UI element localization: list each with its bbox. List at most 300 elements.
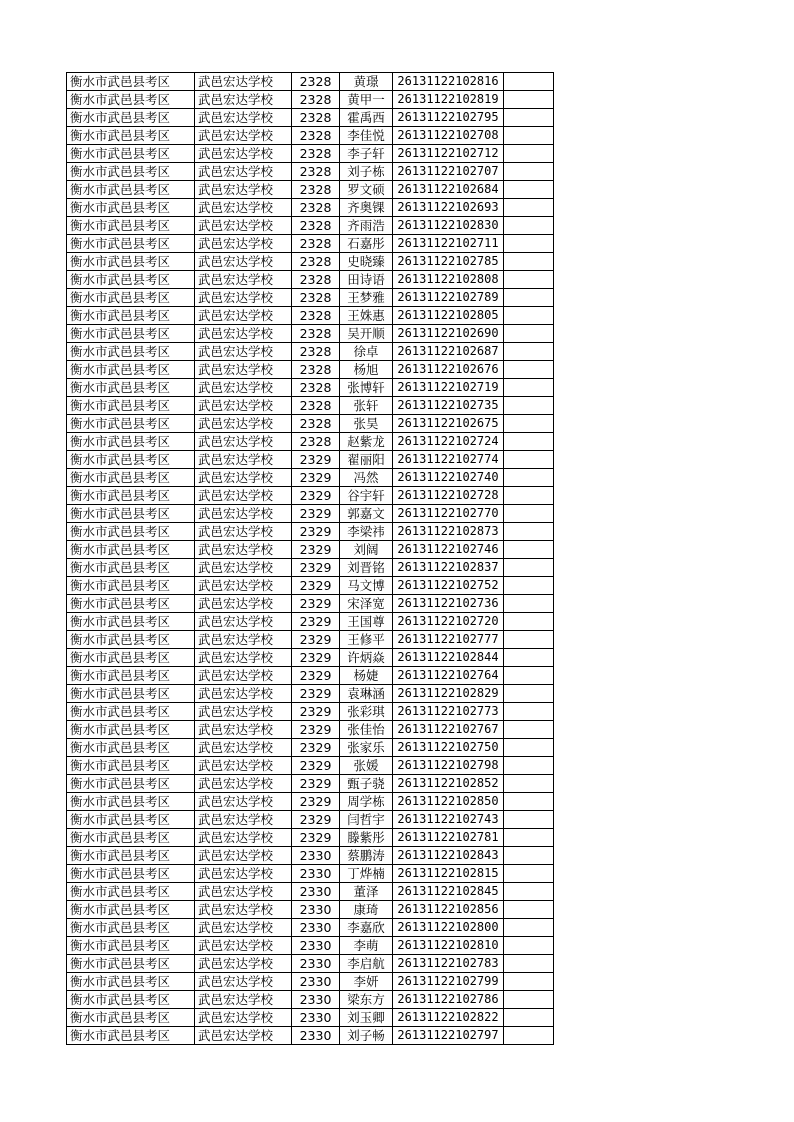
exam-district-cell: 衡水市武邑县考区 — [67, 343, 195, 361]
school-cell: 武邑宏达学校 — [195, 415, 292, 433]
school-cell: 武邑宏达学校 — [195, 109, 292, 127]
student-name-cell: 马文博 — [340, 577, 393, 595]
school-cell: 武邑宏达学校 — [195, 919, 292, 937]
exam-district-cell: 衡水市武邑县考区 — [67, 127, 195, 145]
school-cell: 武邑宏达学校 — [195, 1027, 292, 1045]
student-name-cell: 滕紫彤 — [340, 829, 393, 847]
room-number-cell: 2328 — [292, 307, 340, 325]
exam-district-cell: 衡水市武邑县考区 — [67, 487, 195, 505]
room-number-cell: 2329 — [292, 541, 340, 559]
room-number-cell: 2328 — [292, 109, 340, 127]
room-number-cell: 2328 — [292, 397, 340, 415]
blank-cell — [504, 721, 554, 739]
exam-district-cell: 衡水市武邑县考区 — [67, 541, 195, 559]
table-row — [67, 649, 554, 667]
table-row — [67, 901, 554, 919]
table-row — [67, 721, 554, 739]
exam-district-cell: 衡水市武邑县考区 — [67, 235, 195, 253]
table-row — [67, 667, 554, 685]
exam-id-cell: 26131122102735 — [393, 397, 504, 415]
student-name-cell: 李梁祎 — [340, 523, 393, 541]
exam-district-cell: 衡水市武邑县考区 — [67, 703, 195, 721]
table-row — [67, 307, 554, 325]
room-number-cell: 2328 — [292, 361, 340, 379]
table-row — [67, 469, 554, 487]
exam-district-cell: 衡水市武邑县考区 — [67, 937, 195, 955]
exam-district-cell: 衡水市武邑县考区 — [67, 1027, 195, 1045]
exam-id-cell: 26131122102684 — [393, 181, 504, 199]
table-row — [67, 829, 554, 847]
table-row — [67, 217, 554, 235]
exam-roster-sheet — [66, 72, 554, 1045]
room-number-cell: 2329 — [292, 721, 340, 739]
table-row — [67, 811, 554, 829]
school-cell: 武邑宏达学校 — [195, 235, 292, 253]
room-number-cell: 2328 — [292, 73, 340, 91]
student-name-cell: 齐雨浩 — [340, 217, 393, 235]
exam-id-cell: 26131122102736 — [393, 595, 504, 613]
exam-id-cell: 26131122102845 — [393, 883, 504, 901]
school-cell: 武邑宏达学校 — [195, 397, 292, 415]
room-number-cell: 2328 — [292, 127, 340, 145]
blank-cell — [504, 703, 554, 721]
exam-district-cell: 衡水市武邑县考区 — [67, 991, 195, 1009]
blank-cell — [504, 595, 554, 613]
table-row — [67, 199, 554, 217]
room-number-cell: 2330 — [292, 919, 340, 937]
exam-district-cell: 衡水市武邑县考区 — [67, 379, 195, 397]
exam-id-cell: 26131122102719 — [393, 379, 504, 397]
exam-district-cell: 衡水市武邑县考区 — [67, 325, 195, 343]
student-name-cell: 王梦雅 — [340, 289, 393, 307]
school-cell: 武邑宏达学校 — [195, 307, 292, 325]
table-row — [67, 1009, 554, 1027]
student-name-cell: 张佳怡 — [340, 721, 393, 739]
exam-district-cell: 衡水市武邑县考区 — [67, 253, 195, 271]
exam-district-cell: 衡水市武邑县考区 — [67, 901, 195, 919]
room-number-cell: 2330 — [292, 901, 340, 919]
exam-district-cell: 衡水市武邑县考区 — [67, 793, 195, 811]
blank-cell — [504, 163, 554, 181]
table-row — [67, 1027, 554, 1045]
room-number-cell: 2329 — [292, 469, 340, 487]
table-row — [67, 703, 554, 721]
exam-id-cell: 26131122102837 — [393, 559, 504, 577]
room-number-cell: 2329 — [292, 631, 340, 649]
school-cell: 武邑宏达学校 — [195, 937, 292, 955]
room-number-cell: 2329 — [292, 757, 340, 775]
school-cell: 武邑宏达学校 — [195, 181, 292, 199]
room-number-cell: 2329 — [292, 559, 340, 577]
student-name-cell: 李启航 — [340, 955, 393, 973]
exam-id-cell: 26131122102752 — [393, 577, 504, 595]
exam-district-cell: 衡水市武邑县考区 — [67, 757, 195, 775]
school-cell: 武邑宏达学校 — [195, 739, 292, 757]
exam-id-cell: 26131122102852 — [393, 775, 504, 793]
table-row — [67, 73, 554, 91]
exam-id-cell: 26131122102750 — [393, 739, 504, 757]
room-number-cell: 2330 — [292, 937, 340, 955]
exam-id-cell: 26131122102693 — [393, 199, 504, 217]
school-cell: 武邑宏达学校 — [195, 901, 292, 919]
student-name-cell: 袁琳涵 — [340, 685, 393, 703]
blank-cell — [504, 145, 554, 163]
student-name-cell: 宋泽宽 — [340, 595, 393, 613]
room-number-cell: 2328 — [292, 415, 340, 433]
room-number-cell: 2329 — [292, 703, 340, 721]
exam-district-cell: 衡水市武邑县考区 — [67, 289, 195, 307]
exam-district-cell: 衡水市武邑县考区 — [67, 847, 195, 865]
exam-id-cell: 26131122102767 — [393, 721, 504, 739]
blank-cell — [504, 577, 554, 595]
blank-cell — [504, 919, 554, 937]
school-cell: 武邑宏达学校 — [195, 217, 292, 235]
exam-district-cell: 衡水市武邑县考区 — [67, 811, 195, 829]
exam-id-cell: 26131122102786 — [393, 991, 504, 1009]
student-name-cell: 罗文硕 — [340, 181, 393, 199]
school-cell: 武邑宏达学校 — [195, 271, 292, 289]
school-cell: 武邑宏达学校 — [195, 559, 292, 577]
room-number-cell: 2329 — [292, 523, 340, 541]
student-name-cell: 张家乐 — [340, 739, 393, 757]
exam-district-cell: 衡水市武邑县考区 — [67, 649, 195, 667]
student-name-cell: 谷宇轩 — [340, 487, 393, 505]
exam-district-cell: 衡水市武邑县考区 — [67, 415, 195, 433]
exam-id-cell: 26131122102783 — [393, 955, 504, 973]
student-name-cell: 梁东方 — [340, 991, 393, 1009]
exam-id-cell: 26131122102873 — [393, 523, 504, 541]
exam-id-cell: 26131122102797 — [393, 1027, 504, 1045]
school-cell: 武邑宏达学校 — [195, 487, 292, 505]
school-cell: 武邑宏达学校 — [195, 703, 292, 721]
exam-district-cell: 衡水市武邑县考区 — [67, 955, 195, 973]
room-number-cell: 2328 — [292, 235, 340, 253]
table-row — [67, 397, 554, 415]
exam-id-cell: 26131122102743 — [393, 811, 504, 829]
exam-id-cell: 26131122102798 — [393, 757, 504, 775]
school-cell: 武邑宏达学校 — [195, 775, 292, 793]
student-name-cell: 霍禹西 — [340, 109, 393, 127]
exam-id-cell: 26131122102690 — [393, 325, 504, 343]
exam-district-cell: 衡水市武邑县考区 — [67, 595, 195, 613]
blank-cell — [504, 973, 554, 991]
exam-district-cell: 衡水市武邑县考区 — [67, 631, 195, 649]
blank-cell — [504, 757, 554, 775]
exam-id-cell: 26131122102843 — [393, 847, 504, 865]
blank-cell — [504, 901, 554, 919]
school-cell: 武邑宏达学校 — [195, 757, 292, 775]
table-row — [67, 415, 554, 433]
room-number-cell: 2329 — [292, 793, 340, 811]
school-cell: 武邑宏达学校 — [195, 667, 292, 685]
school-cell: 武邑宏达学校 — [195, 199, 292, 217]
table-row — [67, 955, 554, 973]
room-number-cell: 2328 — [292, 217, 340, 235]
table-row — [67, 451, 554, 469]
room-number-cell: 2328 — [292, 91, 340, 109]
student-name-cell: 丁烨楠 — [340, 865, 393, 883]
blank-cell — [504, 325, 554, 343]
blank-cell — [504, 559, 554, 577]
student-name-cell: 杨旭 — [340, 361, 393, 379]
room-number-cell: 2328 — [292, 325, 340, 343]
school-cell: 武邑宏达学校 — [195, 649, 292, 667]
school-cell: 武邑宏达学校 — [195, 451, 292, 469]
roster-body — [67, 73, 554, 1045]
blank-cell — [504, 91, 554, 109]
room-number-cell: 2330 — [292, 973, 340, 991]
room-number-cell: 2328 — [292, 379, 340, 397]
exam-district-cell: 衡水市武邑县考区 — [67, 883, 195, 901]
exam-id-cell: 26131122102777 — [393, 631, 504, 649]
school-cell: 武邑宏达学校 — [195, 685, 292, 703]
room-number-cell: 2328 — [292, 433, 340, 451]
exam-district-cell: 衡水市武邑县考区 — [67, 361, 195, 379]
exam-id-cell: 26131122102822 — [393, 1009, 504, 1027]
exam-id-cell: 26131122102819 — [393, 91, 504, 109]
exam-district-cell: 衡水市武邑县考区 — [67, 1009, 195, 1027]
student-name-cell: 张轩 — [340, 397, 393, 415]
blank-cell — [504, 847, 554, 865]
student-name-cell: 王修平 — [340, 631, 393, 649]
student-name-cell: 石嘉彤 — [340, 235, 393, 253]
blank-cell — [504, 991, 554, 1009]
student-name-cell: 徐卓 — [340, 343, 393, 361]
exam-id-cell: 26131122102728 — [393, 487, 504, 505]
student-name-cell: 李妍 — [340, 973, 393, 991]
blank-cell — [504, 127, 554, 145]
school-cell: 武邑宏达学校 — [195, 811, 292, 829]
blank-cell — [504, 199, 554, 217]
school-cell: 武邑宏达学校 — [195, 91, 292, 109]
table-row — [67, 271, 554, 289]
school-cell: 武邑宏达学校 — [195, 793, 292, 811]
exam-id-cell: 26131122102785 — [393, 253, 504, 271]
exam-id-cell: 26131122102799 — [393, 973, 504, 991]
table-row — [67, 847, 554, 865]
exam-district-cell: 衡水市武邑县考区 — [67, 433, 195, 451]
table-row — [67, 91, 554, 109]
school-cell: 武邑宏达学校 — [195, 505, 292, 523]
room-number-cell: 2330 — [292, 1027, 340, 1045]
blank-cell — [504, 685, 554, 703]
student-name-cell: 蔡鹏涛 — [340, 847, 393, 865]
table-row — [67, 433, 554, 451]
exam-district-cell: 衡水市武邑县考区 — [67, 109, 195, 127]
school-cell: 武邑宏达学校 — [195, 1009, 292, 1027]
blank-cell — [504, 109, 554, 127]
exam-id-cell: 26131122102774 — [393, 451, 504, 469]
exam-id-cell: 26131122102764 — [393, 667, 504, 685]
room-number-cell: 2328 — [292, 271, 340, 289]
exam-district-cell: 衡水市武邑县考区 — [67, 163, 195, 181]
table-row — [67, 145, 554, 163]
room-number-cell: 2329 — [292, 613, 340, 631]
school-cell: 武邑宏达学校 — [195, 433, 292, 451]
room-number-cell: 2330 — [292, 883, 340, 901]
table-row — [67, 937, 554, 955]
student-name-cell: 刘晋铭 — [340, 559, 393, 577]
blank-cell — [504, 469, 554, 487]
exam-id-cell: 26131122102720 — [393, 613, 504, 631]
exam-id-cell: 26131122102675 — [393, 415, 504, 433]
school-cell: 武邑宏达学校 — [195, 469, 292, 487]
table-row — [67, 127, 554, 145]
exam-district-cell: 衡水市武邑县考区 — [67, 667, 195, 685]
student-name-cell: 李佳悦 — [340, 127, 393, 145]
table-row — [67, 991, 554, 1009]
school-cell: 武邑宏达学校 — [195, 127, 292, 145]
blank-cell — [504, 289, 554, 307]
exam-district-cell: 衡水市武邑县考区 — [67, 271, 195, 289]
blank-cell — [504, 775, 554, 793]
student-name-cell: 史晓臻 — [340, 253, 393, 271]
school-cell: 武邑宏达学校 — [195, 73, 292, 91]
room-number-cell: 2330 — [292, 865, 340, 883]
school-cell: 武邑宏达学校 — [195, 577, 292, 595]
school-cell: 武邑宏达学校 — [195, 595, 292, 613]
table-row — [67, 793, 554, 811]
table-row — [67, 595, 554, 613]
table-row — [67, 973, 554, 991]
exam-id-cell: 26131122102687 — [393, 343, 504, 361]
exam-district-cell: 衡水市武邑县考区 — [67, 775, 195, 793]
room-number-cell: 2329 — [292, 685, 340, 703]
student-name-cell: 康琦 — [340, 901, 393, 919]
blank-cell — [504, 361, 554, 379]
blank-cell — [504, 883, 554, 901]
exam-district-cell: 衡水市武邑县考区 — [67, 523, 195, 541]
blank-cell — [504, 649, 554, 667]
school-cell: 武邑宏达学校 — [195, 361, 292, 379]
blank-cell — [504, 307, 554, 325]
blank-cell — [504, 937, 554, 955]
table-row — [67, 865, 554, 883]
exam-id-cell: 26131122102850 — [393, 793, 504, 811]
exam-district-cell: 衡水市武邑县考区 — [67, 739, 195, 757]
room-number-cell: 2330 — [292, 991, 340, 1009]
blank-cell — [504, 487, 554, 505]
exam-id-cell: 26131122102773 — [393, 703, 504, 721]
exam-district-cell: 衡水市武邑县考区 — [67, 469, 195, 487]
blank-cell — [504, 271, 554, 289]
student-name-cell: 张昊 — [340, 415, 393, 433]
exam-id-cell: 26131122102844 — [393, 649, 504, 667]
exam-district-cell: 衡水市武邑县考区 — [67, 685, 195, 703]
exam-district-cell: 衡水市武邑县考区 — [67, 145, 195, 163]
school-cell: 武邑宏达学校 — [195, 613, 292, 631]
student-name-cell: 张博轩 — [340, 379, 393, 397]
blank-cell — [504, 865, 554, 883]
exam-district-cell: 衡水市武邑县考区 — [67, 181, 195, 199]
table-row — [67, 361, 554, 379]
table-row — [67, 883, 554, 901]
student-name-cell: 杨婕 — [340, 667, 393, 685]
student-name-cell: 赵紫龙 — [340, 433, 393, 451]
blank-cell — [504, 379, 554, 397]
table-row — [67, 163, 554, 181]
exam-district-cell: 衡水市武邑县考区 — [67, 397, 195, 415]
room-number-cell: 2328 — [292, 289, 340, 307]
exam-district-cell: 衡水市武邑县考区 — [67, 505, 195, 523]
blank-cell — [504, 829, 554, 847]
blank-cell — [504, 541, 554, 559]
table-row — [67, 181, 554, 199]
blank-cell — [504, 1009, 554, 1027]
table-row — [67, 757, 554, 775]
school-cell: 武邑宏达学校 — [195, 145, 292, 163]
student-name-cell: 翟丽阳 — [340, 451, 393, 469]
student-name-cell: 刘子栋 — [340, 163, 393, 181]
blank-cell — [504, 235, 554, 253]
blank-cell — [504, 217, 554, 235]
student-name-cell: 张彩琪 — [340, 703, 393, 721]
school-cell: 武邑宏达学校 — [195, 343, 292, 361]
exam-id-cell: 26131122102808 — [393, 271, 504, 289]
student-name-cell: 黄璟 — [340, 73, 393, 91]
table-row — [67, 487, 554, 505]
table-row — [67, 577, 554, 595]
school-cell: 武邑宏达学校 — [195, 379, 292, 397]
school-cell: 武邑宏达学校 — [195, 847, 292, 865]
school-cell: 武邑宏达学校 — [195, 865, 292, 883]
blank-cell — [504, 181, 554, 199]
blank-cell — [504, 811, 554, 829]
exam-district-cell: 衡水市武邑县考区 — [67, 721, 195, 739]
table-row — [67, 379, 554, 397]
blank-cell — [504, 739, 554, 757]
student-name-cell: 齐奥锞 — [340, 199, 393, 217]
exam-id-cell: 26131122102746 — [393, 541, 504, 559]
room-number-cell: 2329 — [292, 487, 340, 505]
room-number-cell: 2329 — [292, 649, 340, 667]
school-cell: 武邑宏达学校 — [195, 289, 292, 307]
room-number-cell: 2329 — [292, 739, 340, 757]
school-cell: 武邑宏达学校 — [195, 955, 292, 973]
school-cell: 武邑宏达学校 — [195, 991, 292, 1009]
blank-cell — [504, 433, 554, 451]
exam-district-cell: 衡水市武邑县考区 — [67, 217, 195, 235]
room-number-cell: 2328 — [292, 199, 340, 217]
blank-cell — [504, 505, 554, 523]
exam-id-cell: 26131122102708 — [393, 127, 504, 145]
student-name-cell: 甄子骁 — [340, 775, 393, 793]
room-number-cell: 2330 — [292, 1009, 340, 1027]
student-name-cell: 冯然 — [340, 469, 393, 487]
exam-district-cell: 衡水市武邑县考区 — [67, 577, 195, 595]
table-row — [67, 253, 554, 271]
table-row — [67, 325, 554, 343]
student-name-cell: 李子轩 — [340, 145, 393, 163]
blank-cell — [504, 415, 554, 433]
table-row — [67, 109, 554, 127]
exam-district-cell: 衡水市武邑县考区 — [67, 613, 195, 631]
exam-id-cell: 26131122102711 — [393, 235, 504, 253]
room-number-cell: 2329 — [292, 811, 340, 829]
blank-cell — [504, 343, 554, 361]
exam-id-cell: 26131122102830 — [393, 217, 504, 235]
student-name-cell: 张媛 — [340, 757, 393, 775]
table-row — [67, 235, 554, 253]
exam-id-cell: 26131122102781 — [393, 829, 504, 847]
exam-id-cell: 26131122102800 — [393, 919, 504, 937]
school-cell: 武邑宏达学校 — [195, 973, 292, 991]
exam-roster-table — [66, 72, 554, 1045]
exam-id-cell: 26131122102724 — [393, 433, 504, 451]
room-number-cell: 2330 — [292, 847, 340, 865]
room-number-cell: 2329 — [292, 829, 340, 847]
table-row — [67, 289, 554, 307]
